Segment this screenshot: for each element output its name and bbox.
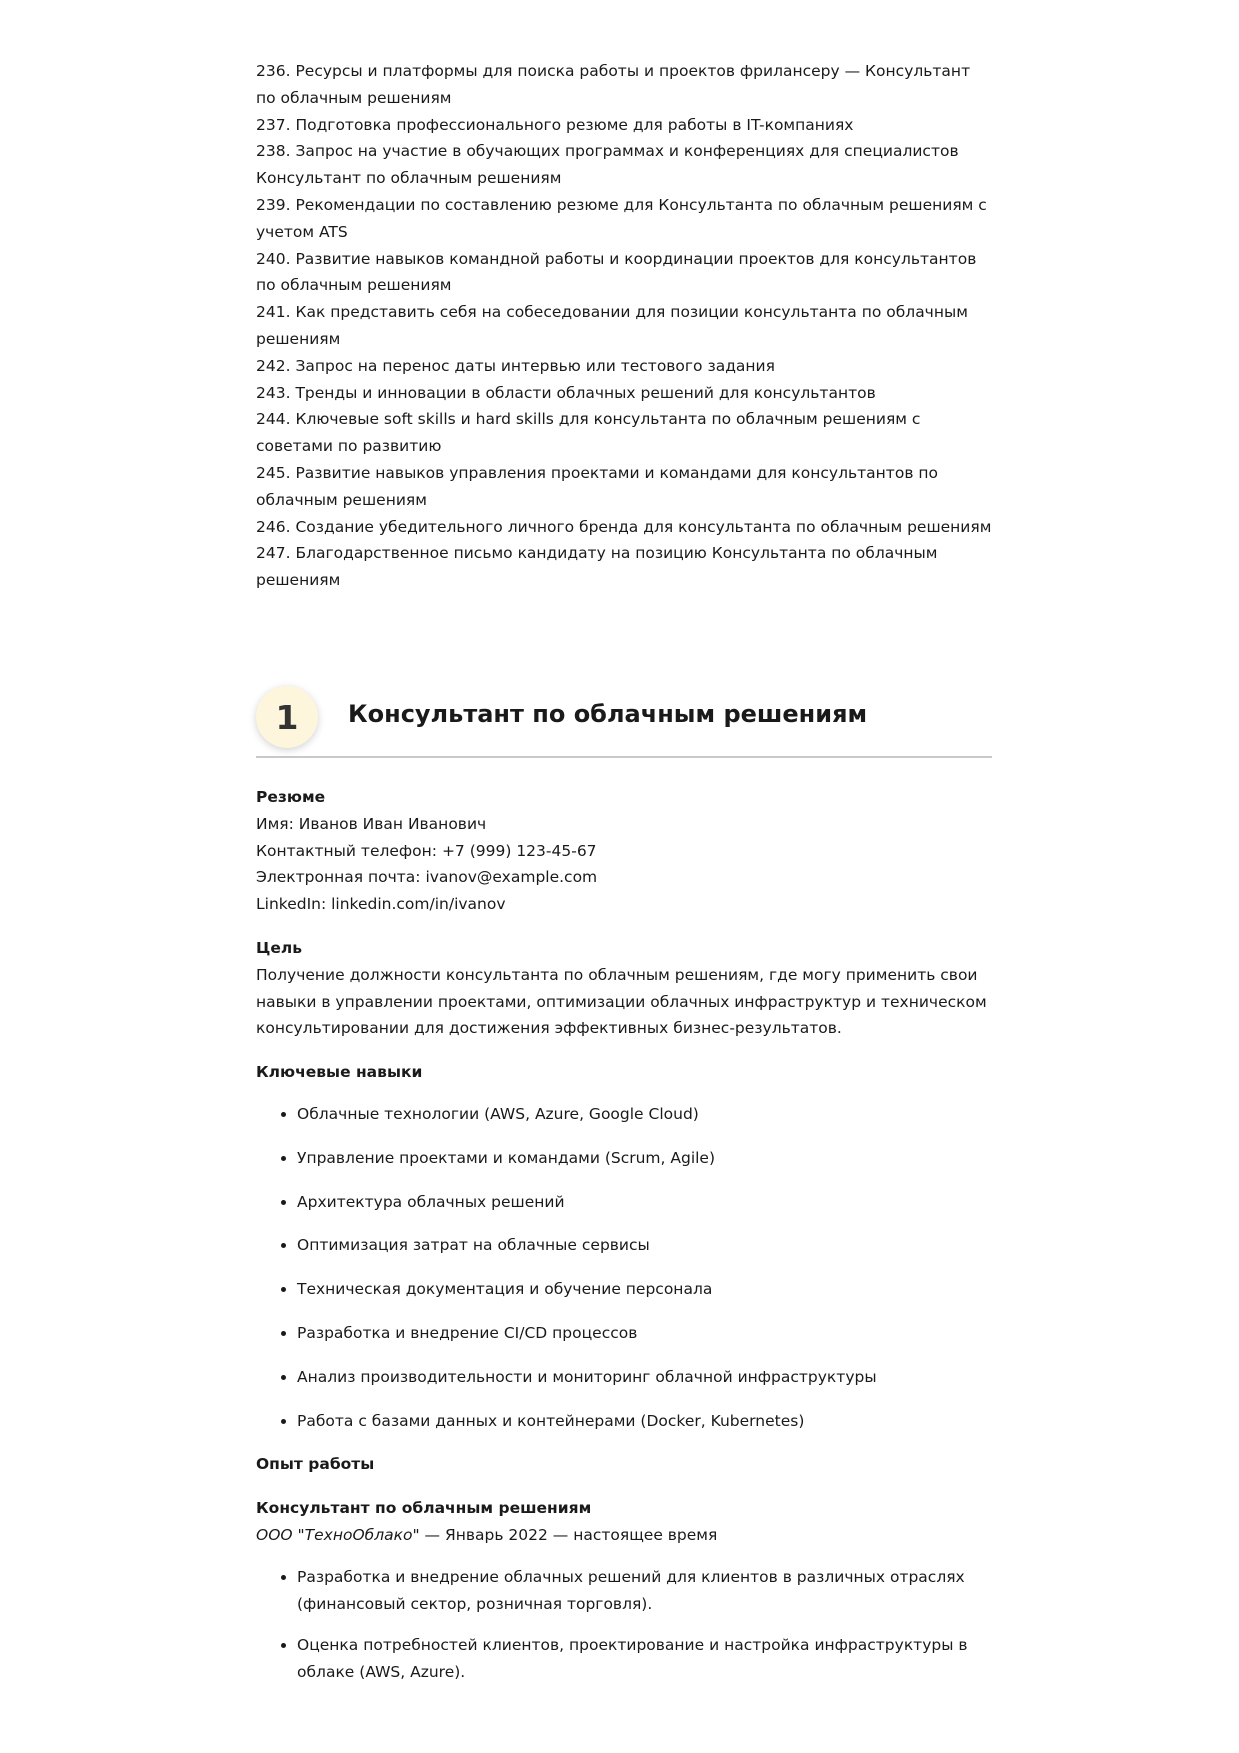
toc-item[interactable]: 237. Подготовка профессионального резюме для работы в IT-компаниях <box>256 115 854 134</box>
skill-item: • Техническая документация и обучение персонала <box>297 1276 992 1303</box>
company-period: " — Январь 2022 — настоящее время <box>412 1525 718 1544</box>
company-prefix: ООО " <box>256 1525 305 1544</box>
resume-name: Имя: Иванов Иван Иванович <box>256 814 487 833</box>
skill-item: • Управление проектами и командами (Scrum, Agile) <box>297 1145 992 1172</box>
skill-item: • Работа с базами данных и контейнерами (Docker, Kubernetes) <box>297 1408 992 1435</box>
resume-heading: Резюме <box>256 788 326 806</box>
toc-item[interactable]: 246. Создание убедительного личного бренда для консультанта по облачным решениям <box>256 517 992 536</box>
resume-linkedin: LinkedIn: linkedin.com/in/ivanov <box>256 895 506 914</box>
skill-item: • Облачные технологии (AWS, Azure, Google Cloud) <box>297 1101 992 1128</box>
toc-item[interactable]: 244. Ключевые soft skills и hard skills для консультанта по облачным решениям с советами по развитию <box>256 410 921 456</box>
toc-item[interactable]: 247. Благодарственное письмо кандидату на позицию Консультанта по облачным решениям <box>256 544 938 590</box>
skill-item: • Анализ производительности и мониторинг облачной инфраструктуры <box>297 1364 992 1391</box>
skill-item: • Разработка и внедрение CI/CD процессов <box>297 1320 992 1347</box>
job-title: Консультант по облачным решениям <box>256 1499 592 1518</box>
toc-item[interactable]: 238. Запрос на участие в обучающих программах и конференциях для специалистов Консультант по облачным решениям <box>256 142 959 188</box>
section-number-badge: 1 <box>256 686 318 748</box>
toc-item[interactable]: 245. Развитие навыков управления проектами и командами для консультантов по облачным решениям <box>256 463 938 509</box>
toc-list <box>256 58 992 594</box>
section-header <box>256 686 992 758</box>
job-company-line <box>256 1522 992 1549</box>
table-of-contents-area <box>256 58 992 594</box>
experience-heading: Опыт работы <box>256 1455 375 1474</box>
skills-heading: Ключевые навыки <box>256 1063 423 1082</box>
toc-item[interactable]: 239. Рекомендации по составлению резюме для Консультанта по облачным решениям с учетом ATS <box>256 195 987 241</box>
goal-heading: Цель <box>256 938 303 957</box>
resume-phone: Контактный телефон: +7 (999) 123-45-67 <box>256 841 597 860</box>
skills-list <box>256 1101 992 1434</box>
company-name: ТехноОблако <box>304 1525 413 1544</box>
goal-text: Получение должности консультанта по облачным решениям, где могу применить свои навыки в управлении проектами, оптимизации облачных инфраструктур и техническом консультировании для достижения эффективных бизнес-результатов. <box>256 965 987 1038</box>
skill-item: • Архитектура облачных решений <box>297 1189 992 1216</box>
toc-item[interactable]: 240. Развитие навыков командной работы и координации проектов для консультантов по облачным решениям <box>256 249 977 295</box>
toc-item[interactable]: 241. Как представить себя на собеседовании для позиции консультанта по облачным решениям <box>256 303 968 348</box>
toc-item[interactable]: 242. Запрос на перенос даты интервью или тестового задания <box>256 356 775 375</box>
section-title: Консультант по облачным решениям <box>348 700 868 728</box>
toc-item[interactable]: 243. Тренды и инновации в области облачных решений для консультантов <box>256 383 876 402</box>
job-duty-item: • Разработка и внедрение облачных решений для клиентов в различных отраслях (финансовый сектор, розничная торговля). <box>297 1564 992 1618</box>
resume-email: Электронная почта: ivanov@example.com <box>256 868 598 887</box>
resume-body <box>256 784 992 1701</box>
toc-item[interactable]: 236. Ресурсы и платформы для поиска работы и проектов фрилансеру — Консультант по облачным решениям <box>256 62 971 107</box>
job-duty-item: • Оценка потребностей клиентов, проектирование и настройка инфраструктуры в облаке (AWS, Azure). <box>297 1632 992 1686</box>
skill-item: • Оптимизация затрат на облачные сервисы <box>297 1232 992 1259</box>
job-duties-list <box>256 1564 992 1686</box>
